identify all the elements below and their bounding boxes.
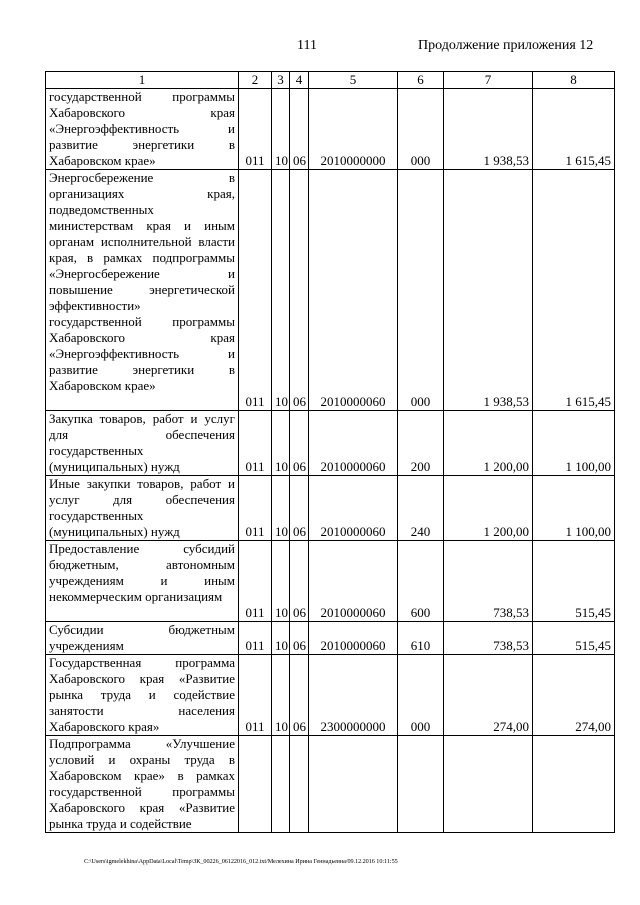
footer-file-path: C:\Users\igmelekhina\AppData\Local\Temp\ЗК_00226_06122016_012.txt/Мелехина Ирина Геннадьевна/09.12.2016 10:11:55 [84, 858, 398, 865]
ministry-code: 011 [239, 476, 272, 541]
column-header: 2 [239, 72, 272, 89]
subsection-code [290, 736, 309, 833]
column-header: 1 [46, 72, 239, 89]
section-code: 10 [272, 541, 290, 622]
ministry-code: 011 [239, 411, 272, 476]
amount-1: 738,53 [444, 541, 533, 622]
target-code: 2300000000 [309, 655, 398, 736]
table-row [46, 541, 615, 622]
ministry-code [239, 736, 272, 833]
row-name: Предоставление субсидий бюджетным, автономным учреждениям и иным некоммерческим организациям [46, 541, 239, 622]
amount-1: 274,00 [444, 655, 533, 736]
budget-table [45, 71, 615, 833]
section-code: 10 [272, 411, 290, 476]
column-header: 5 [309, 72, 398, 89]
expense-code: 000 [398, 170, 444, 411]
appendix-label: Продолжение приложения 12 [418, 38, 594, 53]
amount-1: 1 938,53 [444, 89, 533, 170]
ministry-code: 011 [239, 622, 272, 655]
expense-code: 610 [398, 622, 444, 655]
target-code: 2010000060 [309, 170, 398, 411]
section-code: 10 [272, 170, 290, 411]
amount-2: 515,45 [533, 541, 615, 622]
section-code: 10 [272, 622, 290, 655]
amount-2: 1 615,45 [533, 170, 615, 411]
table-row [46, 622, 615, 655]
amount-1: 1 200,00 [444, 411, 533, 476]
expense-code [398, 736, 444, 833]
amount-1 [444, 736, 533, 833]
column-header: 6 [398, 72, 444, 89]
table-row [46, 476, 615, 541]
amount-1: 738,53 [444, 622, 533, 655]
amount-2 [533, 736, 615, 833]
row-name: Закупка товаров, работ и услуг для обеспечения государственных (муниципальных) нужд [46, 411, 239, 476]
row-name: Энергосбережение в организациях края, подведомственных министерствам края и иным органам исполнительной власти края, в рамках подпрограммы «Энергосбережение и повышение энергетической эффективности» государственной программы Хабаровского края «Энергоэффективность и развитие энергетики в Хабаровском крае» [46, 170, 239, 411]
target-code: 2010000060 [309, 476, 398, 541]
expense-code: 600 [398, 541, 444, 622]
subsection-code: 06 [290, 89, 309, 170]
page-number: 111 [297, 38, 317, 53]
subsection-code: 06 [290, 170, 309, 411]
column-header: 3 [272, 72, 290, 89]
subsection-code: 06 [290, 411, 309, 476]
ministry-code: 011 [239, 170, 272, 411]
section-code: 10 [272, 89, 290, 170]
row-name: Субсидии бюджетным учреждениям [46, 622, 239, 655]
header-row [46, 72, 615, 89]
expense-code: 000 [398, 655, 444, 736]
section-code: 10 [272, 655, 290, 736]
target-code: 2010000060 [309, 622, 398, 655]
amount-1: 1 938,53 [444, 170, 533, 411]
target-code [309, 736, 398, 833]
column-header: 4 [290, 72, 309, 89]
amount-2: 274,00 [533, 655, 615, 736]
ministry-code: 011 [239, 655, 272, 736]
section-code: 10 [272, 476, 290, 541]
row-name: Иные закупки товаров, работ и услуг для обеспечения государственных (муниципальных) нужд [46, 476, 239, 541]
amount-2: 515,45 [533, 622, 615, 655]
table-row [46, 736, 615, 833]
expense-code: 000 [398, 89, 444, 170]
subsection-code: 06 [290, 622, 309, 655]
amount-2: 1 100,00 [533, 476, 615, 541]
ministry-code: 011 [239, 89, 272, 170]
row-name: Государственная программа Хабаровского края «Развитие рынка труда и содействие занятости населения Хабаровского края» [46, 655, 239, 736]
target-code: 2010000060 [309, 541, 398, 622]
amount-2: 1 100,00 [533, 411, 615, 476]
amount-2: 1 615,45 [533, 89, 615, 170]
table-row [46, 89, 615, 170]
table-row [46, 170, 615, 411]
section-code [272, 736, 290, 833]
target-code: 2010000000 [309, 89, 398, 170]
row-name: государственной программы Хабаровского края «Энергоэффективность и развитие энергетики в Хабаровском крае» [46, 89, 239, 170]
ministry-code: 011 [239, 541, 272, 622]
column-header: 7 [444, 72, 533, 89]
target-code: 2010000060 [309, 411, 398, 476]
subsection-code: 06 [290, 541, 309, 622]
table-row [46, 411, 615, 476]
table-row [46, 655, 615, 736]
subsection-code: 06 [290, 476, 309, 541]
column-header: 8 [533, 72, 615, 89]
subsection-code: 06 [290, 655, 309, 736]
expense-code: 200 [398, 411, 444, 476]
amount-1: 1 200,00 [444, 476, 533, 541]
row-name: Подпрограмма «Улучшение условий и охраны труда в Хабаровском крае» в рамках государственной программы Хабаровского края «Развитие рынка труда и содействие [46, 736, 239, 833]
expense-code: 240 [398, 476, 444, 541]
